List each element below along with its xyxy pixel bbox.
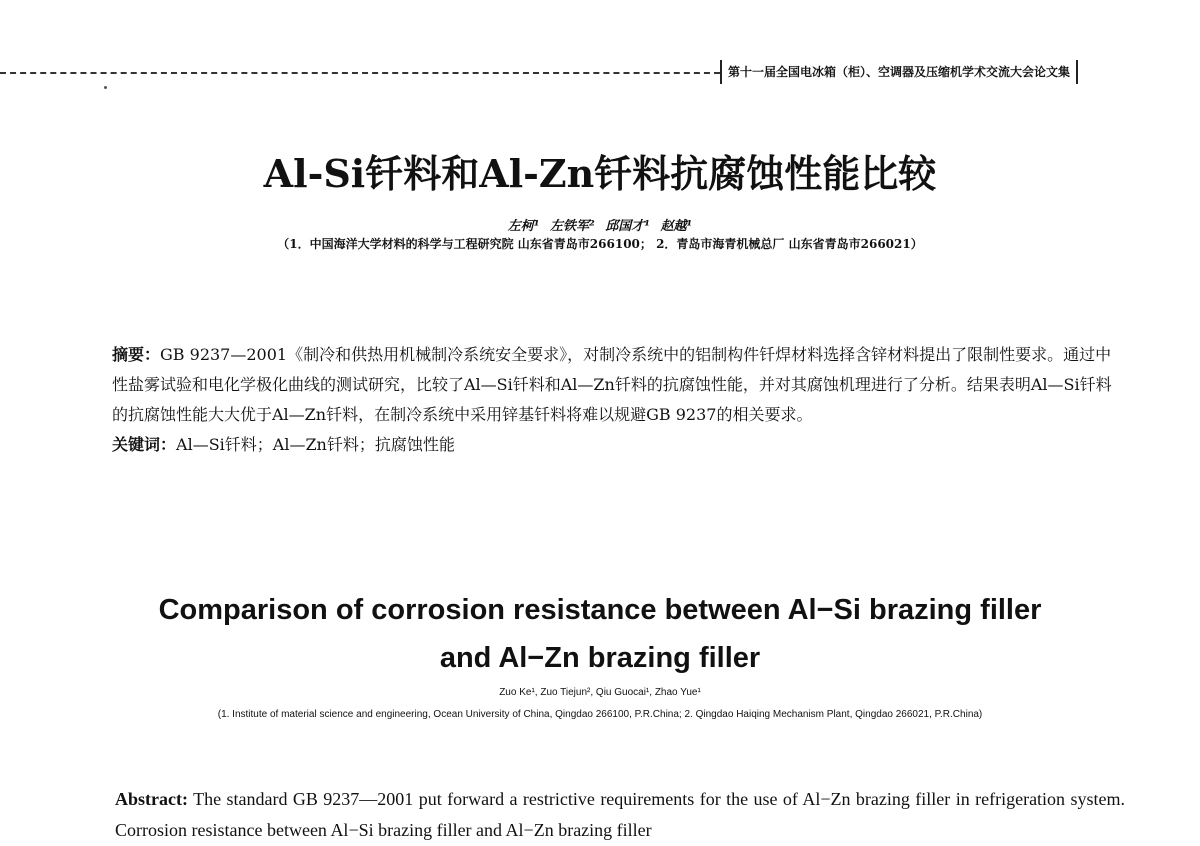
- header-rule: [0, 72, 720, 74]
- abstract-cn: [112, 340, 1120, 430]
- keywords-label-cn: 关键词：: [112, 435, 177, 454]
- affiliation-cn: （1．中国海洋大学材料的科学与工程研究院 山东省青岛市266100； 2．青岛市海青机械总厂 山东省青岛市266021）: [277, 237, 923, 251]
- author-cn: 赵越¹: [660, 219, 693, 234]
- abstract-section-cn: [112, 340, 1120, 460]
- abstract-text-en: The standard GB 9237—2001 put forward a restrictive requirements for the use of Al−Zn brazing filler in refrigeration system. Corrosion resistance between Al−Si brazing filler and Al−Zn brazing filler: [115, 789, 1125, 840]
- abstract-label-cn: 摘要：: [112, 345, 161, 364]
- paper-title-en: [0, 586, 1200, 682]
- author-cn: 左铁军²: [550, 219, 595, 234]
- author-cn: 左柯¹: [507, 219, 540, 234]
- header-dot: [104, 86, 107, 89]
- title-line-1-en: Comparison of corrosion resistance between Al−Si brazing filler: [158, 594, 1042, 626]
- title-line-2-en: and Al−Zn brazing filler: [439, 642, 761, 674]
- author-list-en: Zuo Ke¹, Zuo Tiejun², Qiu Guocai¹, Zhao Yue¹: [499, 687, 701, 698]
- abstract-label-en: Abstract:: [115, 789, 188, 809]
- abstract-text-cn: GB 9237—2001《制冷和供热用机械制冷系统安全要求》，对制冷系统中的铝制构件钎焊材料选择含锌材料提出了限制性要求。通过中性盐雾试验和电化学极化曲线的测试研究，比较了Al—Si钎料和Al—Zn钎料的抗腐蚀性能，并对其腐蚀机理进行了分析。结果表明Al—Si钎料的抗腐蚀性能大大优于Al—Zn钎料，在制冷系统中采用锌基钎料将难以规避GB 9237的相关要求。: [112, 345, 1112, 424]
- paper-title-cn: Al-Si钎料和Al-Zn钎料抗腐蚀性能比较: [263, 151, 937, 196]
- affiliation-en: (1. Institute of material science and engineering, Ocean University of China, Qingdao 266100, P.R.China; 2. Qingdao Haiqing Mechanism Plant, Qingdao 266021, P.R.China): [217, 709, 983, 720]
- abstract-en: [115, 784, 1125, 846]
- keywords-cn: [112, 430, 1120, 460]
- proceedings-header: 第十一届全国电冰箱（柜）、空调器及压缩机学术交流大会论文集: [720, 60, 1078, 84]
- author-cn: 邱国才¹: [605, 219, 650, 234]
- abstract-section-en: [115, 784, 1125, 846]
- author-list-cn: [0, 215, 1200, 234]
- keywords-text-cn: Al—Si钎料；Al—Zn钎料；抗腐蚀性能: [176, 435, 455, 454]
